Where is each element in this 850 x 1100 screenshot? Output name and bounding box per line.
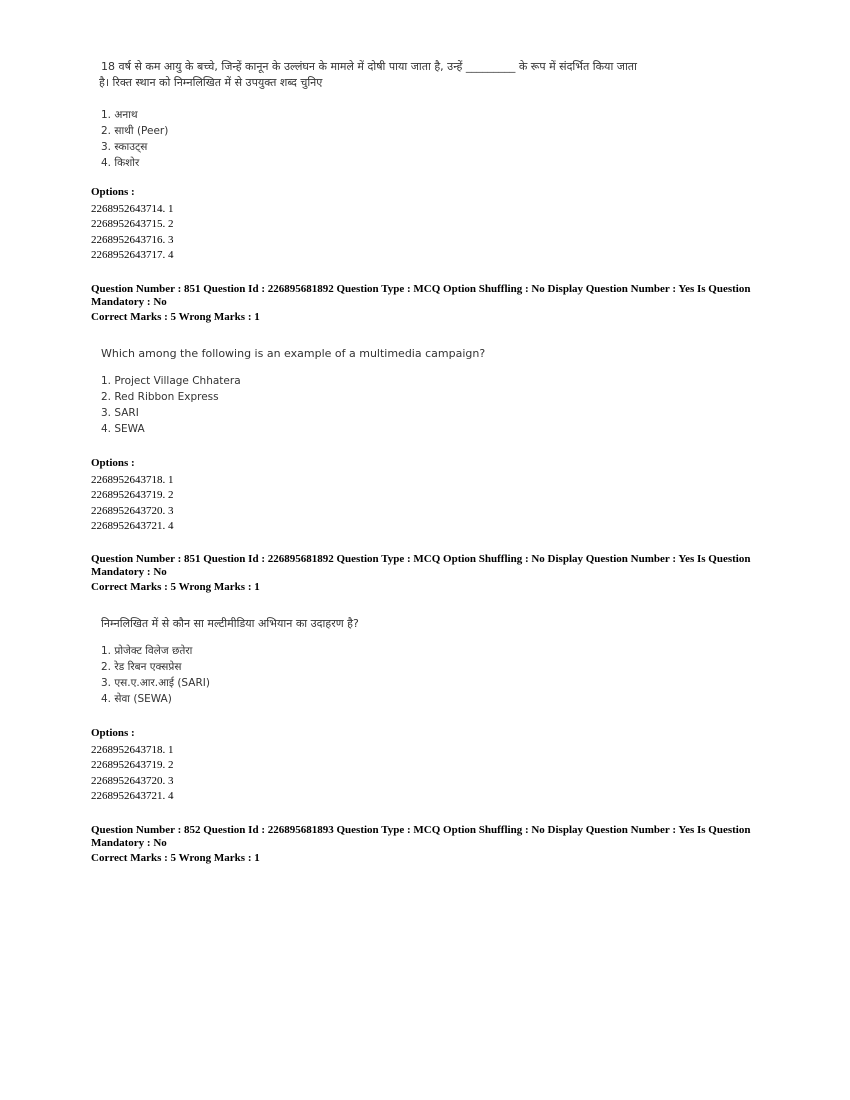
- options-header: Options :: [91, 186, 135, 198]
- marks-line: Correct Marks : 5 Wrong Marks : 1: [91, 581, 260, 593]
- option-id: 2268952643715. 2: [91, 218, 174, 231]
- option-id: 2268952643720. 3: [91, 504, 174, 517]
- option-id: 2268952643718. 1: [91, 743, 174, 756]
- choice-item: 3. एस.ए.आर.आई (SARI): [101, 677, 210, 689]
- meta-line: Mandatory : No: [91, 566, 167, 578]
- choice-item: 3. स्काउट्स: [101, 141, 148, 153]
- question-stem-line-1: 18 वर्ष से कम आयु के बच्चे, जिन्हें कानून के उल्लंघन के मामले में दोषी पाया जाता है, उन्हें _________ के रूप में संदर्भित किया जाता: [101, 60, 637, 73]
- choice-list: [101, 373, 701, 437]
- marks-line: Correct Marks : 5 Wrong Marks : 1: [91, 852, 260, 864]
- options-header: Options :: [91, 457, 135, 469]
- question-meta: [91, 283, 751, 324]
- question-851-hindi: [101, 616, 701, 707]
- question-850-hindi: [101, 59, 741, 171]
- option-id: 2268952643721. 4: [91, 520, 174, 533]
- meta-line: Mandatory : No: [91, 296, 167, 308]
- option-id: 2268952643720. 3: [91, 774, 174, 787]
- question-stem: Which among the following is an example of a multimedia campaign?: [101, 347, 486, 360]
- choice-item: 1. प्रोजेक्ट विलेज छतेरा: [101, 645, 193, 657]
- choice-item: 4. SEWA: [101, 423, 145, 435]
- options-block: [91, 726, 174, 805]
- question-stem-line-2: है। रिक्त स्थान को निम्नलिखित में से उपयुक्त शब्द चुनिए: [99, 76, 323, 89]
- option-id: 2268952643721. 4: [91, 790, 174, 803]
- choice-item: 4. सेवा (SEWA): [101, 693, 172, 705]
- question-meta: [91, 824, 751, 865]
- options-header: Options :: [91, 727, 135, 739]
- choice-item: 1. Project Village Chhatera: [101, 375, 241, 387]
- choice-item: 2. रेड रिबन एक्सप्रेस: [101, 661, 182, 673]
- choice-item: 3. SARI: [101, 407, 139, 419]
- marks-line: Correct Marks : 5 Wrong Marks : 1: [91, 311, 260, 323]
- choice-list: [101, 107, 741, 171]
- question-851-english: [101, 346, 701, 437]
- meta-line: Mandatory : No: [91, 837, 167, 849]
- meta-line: Question Number : 852 Question Id : 226895681893 Question Type : MCQ Option Shuffling : No Display Question Number : Yes Is Question: [91, 824, 751, 836]
- option-id: 2268952643717. 4: [91, 249, 174, 262]
- option-id: 2268952643714. 1: [91, 202, 174, 215]
- option-id: 2268952643719. 2: [91, 759, 174, 772]
- question-stem: निम्नलिखित में से कौन सा मल्टीमीडिया अभियान का उदाहरण है?: [101, 617, 359, 630]
- choice-list: [101, 643, 701, 707]
- choice-item: 4. किशोर: [101, 157, 140, 169]
- meta-line: Question Number : 851 Question Id : 226895681892 Question Type : MCQ Option Shuffling : No Display Question Number : Yes Is Question: [91, 553, 751, 565]
- question-meta: [91, 553, 751, 594]
- meta-line: Question Number : 851 Question Id : 226895681892 Question Type : MCQ Option Shuffling : No Display Question Number : Yes Is Question: [91, 283, 751, 295]
- options-block: [91, 456, 174, 535]
- choice-item: 2. साथी (Peer): [101, 125, 169, 137]
- option-id: 2268952643718. 1: [91, 473, 174, 486]
- option-id: 2268952643716. 3: [91, 233, 174, 246]
- choice-item: 2. Red Ribbon Express: [101, 391, 219, 403]
- option-id: 2268952643719. 2: [91, 489, 174, 502]
- choice-item: 1. अनाथ: [101, 109, 138, 121]
- options-block: [91, 185, 174, 264]
